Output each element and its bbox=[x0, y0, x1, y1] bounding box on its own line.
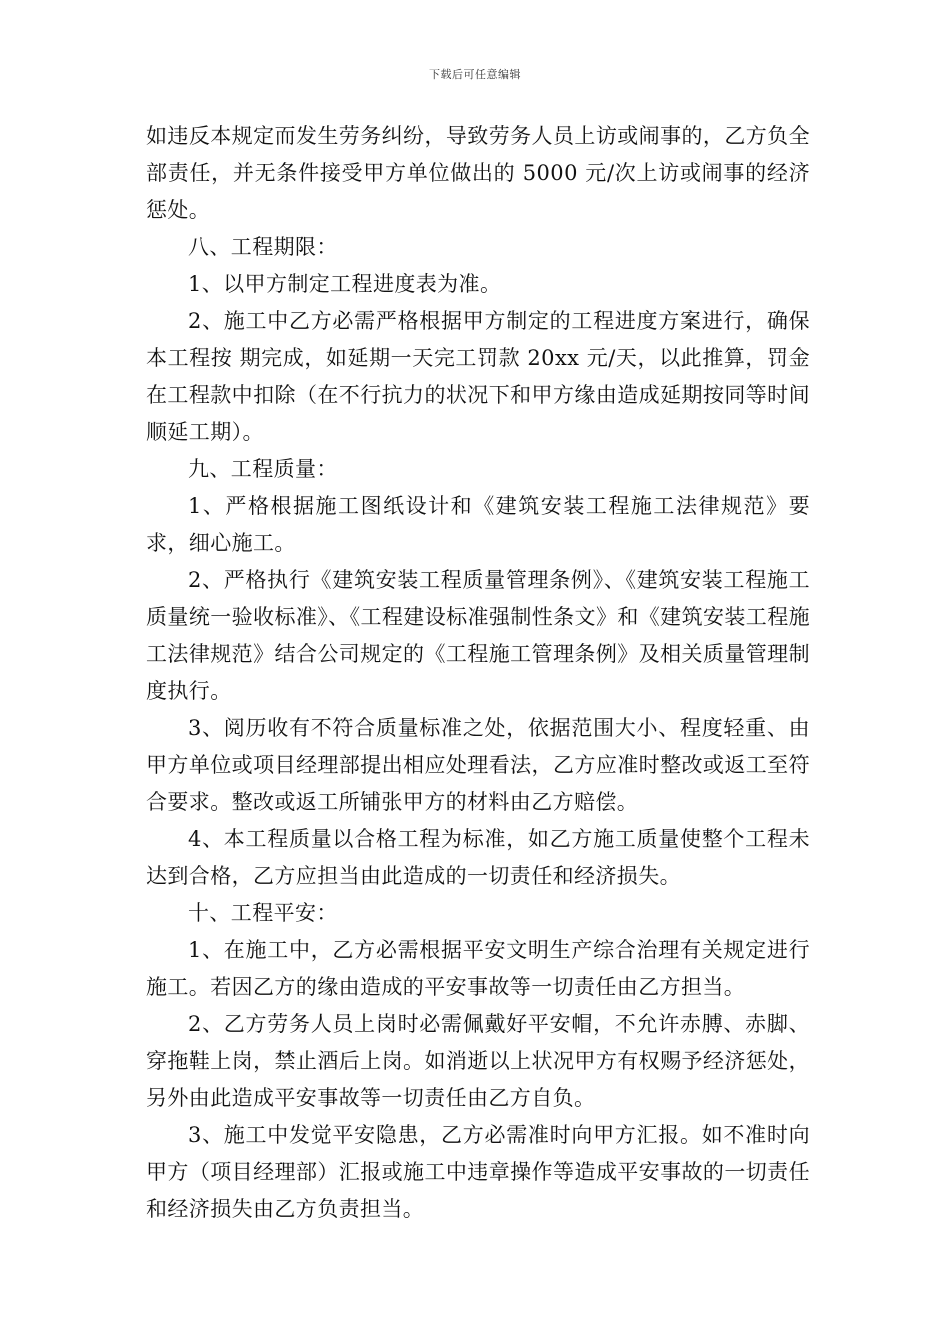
paragraph-continuation: 如违反本规定而发生劳务纠纷，导致劳务人员上访或闹事的，乙方负全部责任，并无条件接受甲方单位做出的 5000 元/次上访或闹事的经济惩处。 bbox=[146, 124, 810, 222]
quality-clause-3: 3、阅历收有不符合质量标准之处，依据范围大小、程度轻重、由甲方单位或项目经理部提出相应处理看法，乙方应准时整改或返工至符合要求。整改或返工所铺张甲方的材料由乙方赔偿。 bbox=[146, 716, 810, 814]
document-body bbox=[146, 118, 810, 1228]
page-header: 下载后可任意编辑 bbox=[429, 68, 521, 81]
section-heading-schedule: 八、工程期限： bbox=[188, 235, 338, 259]
quality-clause-4: 4、本工程质量以合格工程为标准，如乙方施工质量使整个工程未达到合格，乙方应担当由此造成的一切责任和经济损失。 bbox=[146, 827, 810, 888]
safety-clause-2: 2、乙方劳务人员上岗时必需佩戴好平安帽，不允许赤膊、赤脚、穿拖鞋上岗，禁止酒后上岗。如消逝以上状况甲方有权赐予经济惩处，另外由此造成平安事故等一切责任由乙方自负。 bbox=[146, 1012, 810, 1110]
section-heading-quality: 九、工程质量： bbox=[188, 457, 338, 481]
safety-clause-3: 3、施工中发觉平安隐患，乙方必需准时向甲方汇报。如不准时向甲方（项目经理部）汇报或施工中违章操作等造成平安事故的一切责任和经济损失由乙方负责担当。 bbox=[146, 1123, 810, 1221]
quality-clause-1: 1、严格根据施工图纸设计和《建筑安装工程施工法律规范》要求，细心施工。 bbox=[146, 494, 810, 555]
schedule-clause-2: 2、施工中乙方必需严格根据甲方制定的工程进度方案进行，确保本工程按 期完成，如延期一天完工罚款 20xx 元/天，以此推算，罚金在工程款中扣除（在不行抗力的状况下和甲方缘由造成延期按同等时间顺延工期）。 bbox=[146, 309, 810, 444]
section-heading-safety: 十、工程平安： bbox=[188, 901, 338, 925]
schedule-clause-1: 1、以甲方制定工程进度表为准。 bbox=[188, 272, 502, 296]
quality-clause-2: 2、严格执行《建筑安装工程质量管理条例》、《建筑安装工程施工质量统一验收标准》、《工程建设标准强制性条文》和《建筑安装工程施工法律规范》结合公司规定的《工程施工管理条例》及相关质量管理制度执行。 bbox=[146, 568, 810, 703]
safety-clause-1: 1、在施工中，乙方必需根据平安文明生产综合治理有关规定进行施工。若因乙方的缘由造成的平安事故等一切责任由乙方担当。 bbox=[146, 938, 810, 999]
